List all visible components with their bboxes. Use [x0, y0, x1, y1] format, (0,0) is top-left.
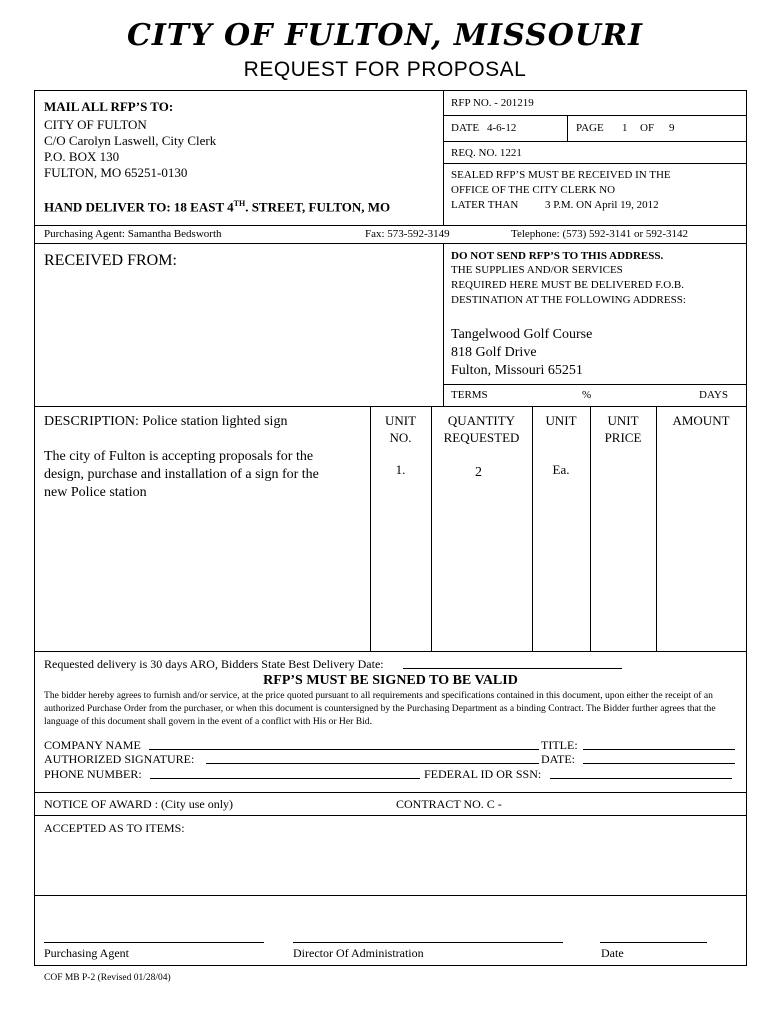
- phone-number-label: PHONE NUMBER:: [44, 767, 142, 781]
- do-not-send-notice: DO NOT SEND RFP’S TO THIS ADDRESS.: [451, 250, 664, 262]
- deadline-value: 3 P.M. ON April 19, 2012: [545, 199, 659, 211]
- accepted-items-label: ACCEPTED AS TO ITEMS:: [44, 821, 185, 835]
- delivery-date-underline[interactable]: [403, 668, 622, 669]
- section-line: [34, 792, 747, 793]
- authorized-signature-label: AUTHORIZED SIGNATURE:: [44, 752, 195, 766]
- company-name-label: COMPANY NAME: [44, 738, 141, 752]
- date-caption: Date: [601, 946, 624, 960]
- purchasing-agent-signature-line[interactable]: [44, 942, 264, 943]
- page-total: 9: [669, 122, 675, 134]
- row-unit-no: 1.: [395, 462, 406, 477]
- section-line: [34, 651, 747, 652]
- authorized-signature-field[interactable]: [206, 763, 539, 764]
- column-header-amount: AMOUNT: [672, 413, 730, 428]
- row-unit: Ea.: [552, 462, 570, 477]
- form-code: COF MB P-2 (Revised 01/28/04): [44, 973, 171, 983]
- section-line: [34, 895, 747, 896]
- notice-of-award-label: NOTICE OF AWARD : (City use only): [44, 797, 234, 811]
- phone-number-field[interactable]: [150, 778, 420, 779]
- sealed-notice: OFFICE OF THE CITY CLERK NO: [451, 184, 616, 196]
- director-signature-line[interactable]: [293, 942, 563, 943]
- rfp-line: [443, 115, 746, 116]
- director-caption: Director Of Administration: [293, 946, 424, 960]
- signed-heading: RFP’S MUST BE SIGNED TO BE VALID: [263, 673, 518, 688]
- of-label: OF: [640, 122, 655, 134]
- column-header-unit-price: PRICE: [604, 430, 642, 445]
- section-line: [34, 815, 747, 816]
- document-title: REQUEST FOR PROPOSAL: [243, 58, 527, 81]
- hand-deliver-address: HAND DELIVER TO: 18 EAST 4TH. STREET, FULTON, MO: [44, 199, 391, 215]
- column-header-quantity: REQUESTED: [443, 430, 520, 445]
- rfp-number: RFP NO. - 201219: [451, 97, 534, 109]
- delivery-address-line: 818 Golf Drive: [451, 345, 537, 360]
- frame-right-line: [746, 90, 747, 965]
- column-header-unit: UNIT: [545, 413, 577, 428]
- title-label: TITLE:: [541, 738, 578, 752]
- delivery-notice-line: REQUIRED HERE MUST BE DELIVERED F.O.B.: [451, 279, 684, 291]
- federal-id-field[interactable]: [550, 778, 732, 779]
- city-title: CITY OF FULTON, MISSOURI: [126, 18, 644, 53]
- description-body: design, purchase and installation of a sign for the: [44, 467, 319, 482]
- description-label: DESCRIPTION: Police station lighted sign: [44, 414, 288, 429]
- date-field[interactable]: [583, 763, 735, 764]
- mail-heading: MAIL ALL RFP’S TO:: [44, 99, 174, 114]
- date-label: DATE: [451, 122, 480, 134]
- mail-line: FULTON, MO 65251-0130: [44, 165, 188, 180]
- delivery-notice-line: DESTINATION AT THE FOLLOWING ADDRESS:: [451, 294, 686, 306]
- req-number: REQ. NO. 1221: [451, 147, 522, 159]
- sealed-notice: SEALED RFP’S MUST BE RECEIVED IN THE: [451, 169, 671, 181]
- received-divider: [443, 243, 444, 406]
- title-field[interactable]: [583, 749, 735, 750]
- description-body: The city of Fulton is accepting proposals for the: [44, 449, 314, 464]
- column-header-quantity: QUANTITY: [447, 413, 516, 428]
- delivery-address-line: Fulton, Missouri 65251: [451, 363, 583, 378]
- date-value: 4-6-12: [487, 122, 517, 134]
- delivery-address-line: Tangelwood Golf Course: [451, 327, 593, 342]
- federal-id-label: FEDERAL ID OR SSN:: [424, 767, 542, 781]
- fax-number: Fax: 573-592-3149: [365, 228, 450, 240]
- table-column-line: [656, 406, 657, 651]
- contract-number-label: CONTRACT NO. C -: [396, 797, 502, 811]
- table-column-line: [532, 406, 533, 651]
- mail-line: P.O. BOX 130: [44, 149, 120, 164]
- frame-top-line: [34, 90, 747, 91]
- purchasing-agent-caption: Purchasing Agent: [44, 946, 129, 960]
- top-divider: [443, 90, 444, 225]
- rfp-line: [443, 141, 746, 142]
- frame-bottom-line: [34, 965, 747, 966]
- date-signature-line[interactable]: [600, 942, 707, 943]
- page-number: 1: [622, 122, 628, 134]
- date-label: DATE:: [541, 752, 575, 766]
- purchasing-agent: Purchasing Agent: Samantha Bedsworth: [44, 228, 222, 240]
- description-body: new Police station: [44, 485, 147, 500]
- column-header-unit-no: UNIT: [384, 413, 417, 428]
- row-quantity: 2: [475, 465, 482, 480]
- mail-line: C/O Carolyn Laswell, City Clerk: [44, 133, 217, 148]
- telephone-number: Telephone: (573) 592-3141 or 592-3142: [511, 228, 689, 240]
- page-label: PAGE: [576, 122, 604, 134]
- received-from-label: RECEIVED FROM:: [44, 252, 177, 269]
- section-line: [34, 243, 747, 244]
- company-name-field[interactable]: [149, 749, 539, 750]
- rfp-line: [443, 163, 746, 164]
- delivery-notice-line: THE SUPPLIES AND/OR SERVICES: [451, 264, 623, 276]
- frame-left-line: [34, 90, 35, 965]
- page-divider: [567, 115, 568, 141]
- later-than-label: LATER THAN: [451, 199, 519, 211]
- section-line: [34, 406, 747, 407]
- legal-text: The bidder hereby agrees to furnish and/or service, at the price quoted pursuant to all requirements and specifications contained in this document, upon either the receipt of an authorized Purchase Order from the purchaser, or when this document is countersigned by the Purchasing Department as a binding Contract. The Bidder further agrees that the language of this document shall govern in the event of a conflict with His or Her Bid.: [44, 690, 716, 727]
- delivery-date-line: Requested delivery is 30 days ARO, Bidders State Best Delivery Date:: [44, 657, 384, 671]
- terms-top-line: [443, 384, 746, 385]
- days-label: DAYS: [699, 389, 728, 401]
- mail-line: CITY OF FULTON: [44, 117, 147, 132]
- section-line: [34, 225, 747, 226]
- column-header-unit-no: NO.: [389, 430, 412, 445]
- column-header-unit-price: UNIT: [607, 413, 639, 428]
- terms-label: TERMS: [451, 389, 488, 401]
- percent-label: %: [582, 389, 592, 401]
